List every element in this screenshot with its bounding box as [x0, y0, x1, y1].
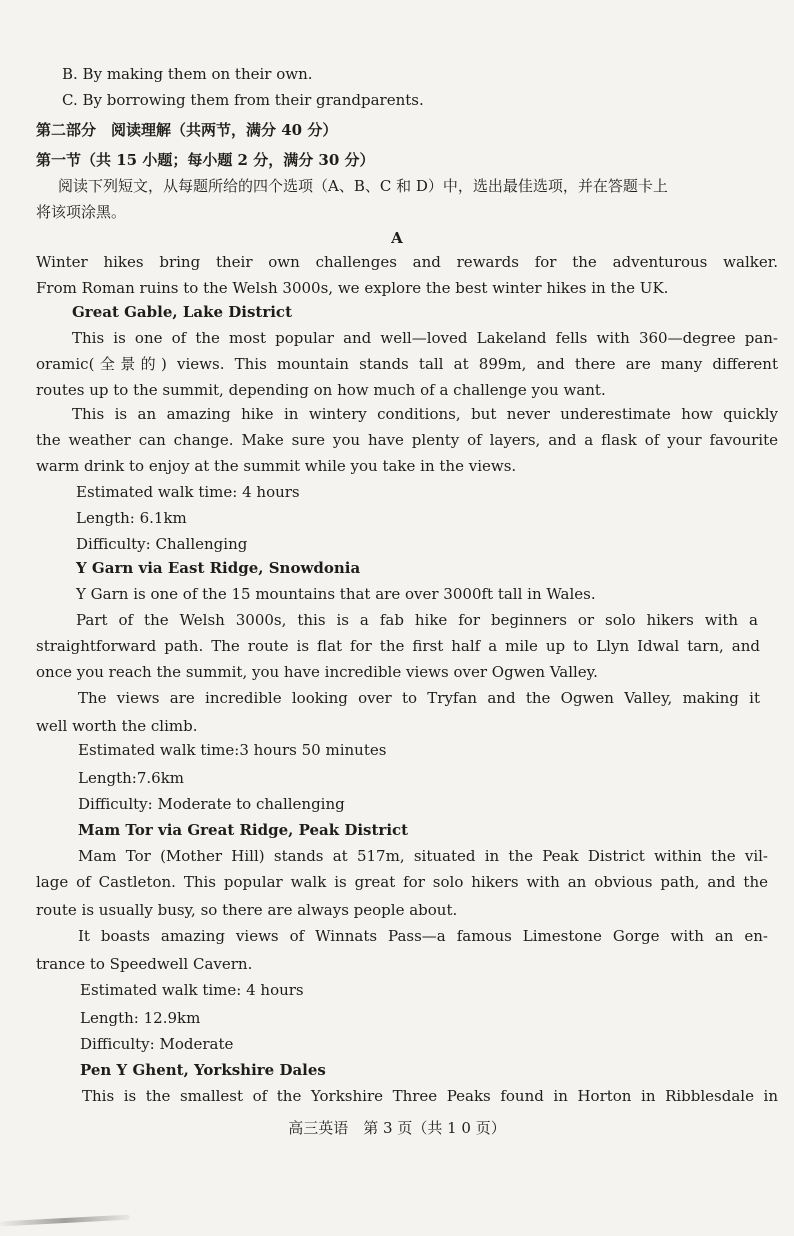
paragraph-line: This is the smallest of the Yorkshire Three Peaks found in Horton in Ribblesdale in: [82, 1087, 778, 1105]
hike-title: Y Garn via East Ridge, Snowdonia: [76, 559, 361, 577]
paragraph-line: Y Garn is one of the 15 mountains that are over 3000ft tall in Wales.: [76, 585, 596, 603]
paragraph-line: oramic(全景的) views. This mountain stands tall at 899m, and there are many different: [36, 355, 778, 373]
option-b: B. By making them on their own.: [62, 65, 313, 83]
walk-length: Length: 12.9km: [80, 1009, 201, 1027]
paragraph-line: Mam Tor (Mother Hill) stands at 517m, situated in the Peak District within the vil-: [78, 847, 768, 865]
paragraph-line: warm drink to enjoy at the summit while you take in the views.: [36, 457, 517, 475]
page-footer: 高三英语 第 3 页（共 1 0 页）: [288, 1119, 506, 1137]
subsection-title: 第一节（共 15 小题；每小题 2 分，满分 30 分）: [36, 151, 375, 169]
paragraph-line: This is one of the most popular and well—loved Lakeland fells with 360—degree pan-: [72, 329, 778, 347]
walk-difficulty: Difficulty: Challenging: [76, 535, 248, 553]
hike-title: Great Gable, Lake District: [72, 303, 292, 321]
walk-time: Estimated walk time: 4 hours: [76, 483, 300, 501]
paragraph-line: lage of Castleton. This popular walk is great for solo hikers with an obvious path, and the: [36, 873, 768, 891]
paragraph-line: route is usually busy, so there are always people about.: [36, 901, 458, 919]
walk-length: Length:7.6km: [78, 769, 185, 787]
paragraph-line: trance to Speedwell Cavern.: [36, 955, 253, 973]
paragraph-line: The views are incredible looking over to Tryfan and the Ogwen Valley, making it: [78, 689, 760, 707]
scan-smudge: [0, 1215, 130, 1227]
hike-title: Pen Y Ghent, Yorkshire Dales: [80, 1061, 326, 1079]
paragraph-line: It boasts amazing views of Winnats Pass—a famous Limestone Gorge with an en-: [78, 927, 768, 945]
paragraph-line: Part of the Welsh 3000s, this is a fab hike for beginners or solo hikers with a: [76, 611, 758, 629]
intro-line-1: Winter hikes bring their own challenges and rewards for the adventurous walker.: [36, 253, 778, 271]
paragraph-line: well worth the climb.: [36, 717, 198, 735]
paragraph-line: This is an amazing hike in wintery conditions, but never underestimate how quickly: [72, 405, 778, 423]
hike-title: Mam Tor via Great Ridge, Peak District: [78, 821, 409, 839]
intro-line-2: From Roman ruins to the Welsh 3000s, we explore the best winter hikes in the UK.: [36, 279, 669, 297]
paragraph-line: once you reach the summit, you have incredible views over Ogwen Valley.: [36, 663, 598, 681]
instructions-line-1: 阅读下列短文，从每题所给的四个选项（A、B、C 和 D）中，选出最佳选项，并在答题卡上: [58, 177, 668, 195]
walk-time: Estimated walk time: 4 hours: [80, 981, 304, 999]
passage-label: A: [391, 229, 403, 247]
section-title: 第二部分 阅读理解（共两节，满分 40 分）: [36, 121, 338, 139]
walk-time: Estimated walk time:3 hours 50 minutes: [78, 741, 387, 759]
walk-length: Length: 6.1km: [76, 509, 187, 527]
paragraph-line: routes up to the summit, depending on how much of a challenge you want.: [36, 381, 606, 399]
paragraph-line: the weather can change. Make sure you have plenty of layers, and a flask of your favourite: [36, 431, 778, 449]
walk-difficulty: Difficulty: Moderate to challenging: [78, 795, 345, 813]
walk-difficulty: Difficulty: Moderate: [80, 1035, 234, 1053]
option-c: C. By borrowing them from their grandparents.: [62, 91, 424, 109]
paragraph-line: straightforward path. The route is flat for the first half a mile up to Llyn Idwal tarn, and: [36, 637, 760, 655]
instructions-line-2: 将该项涂黑。: [36, 203, 127, 221]
